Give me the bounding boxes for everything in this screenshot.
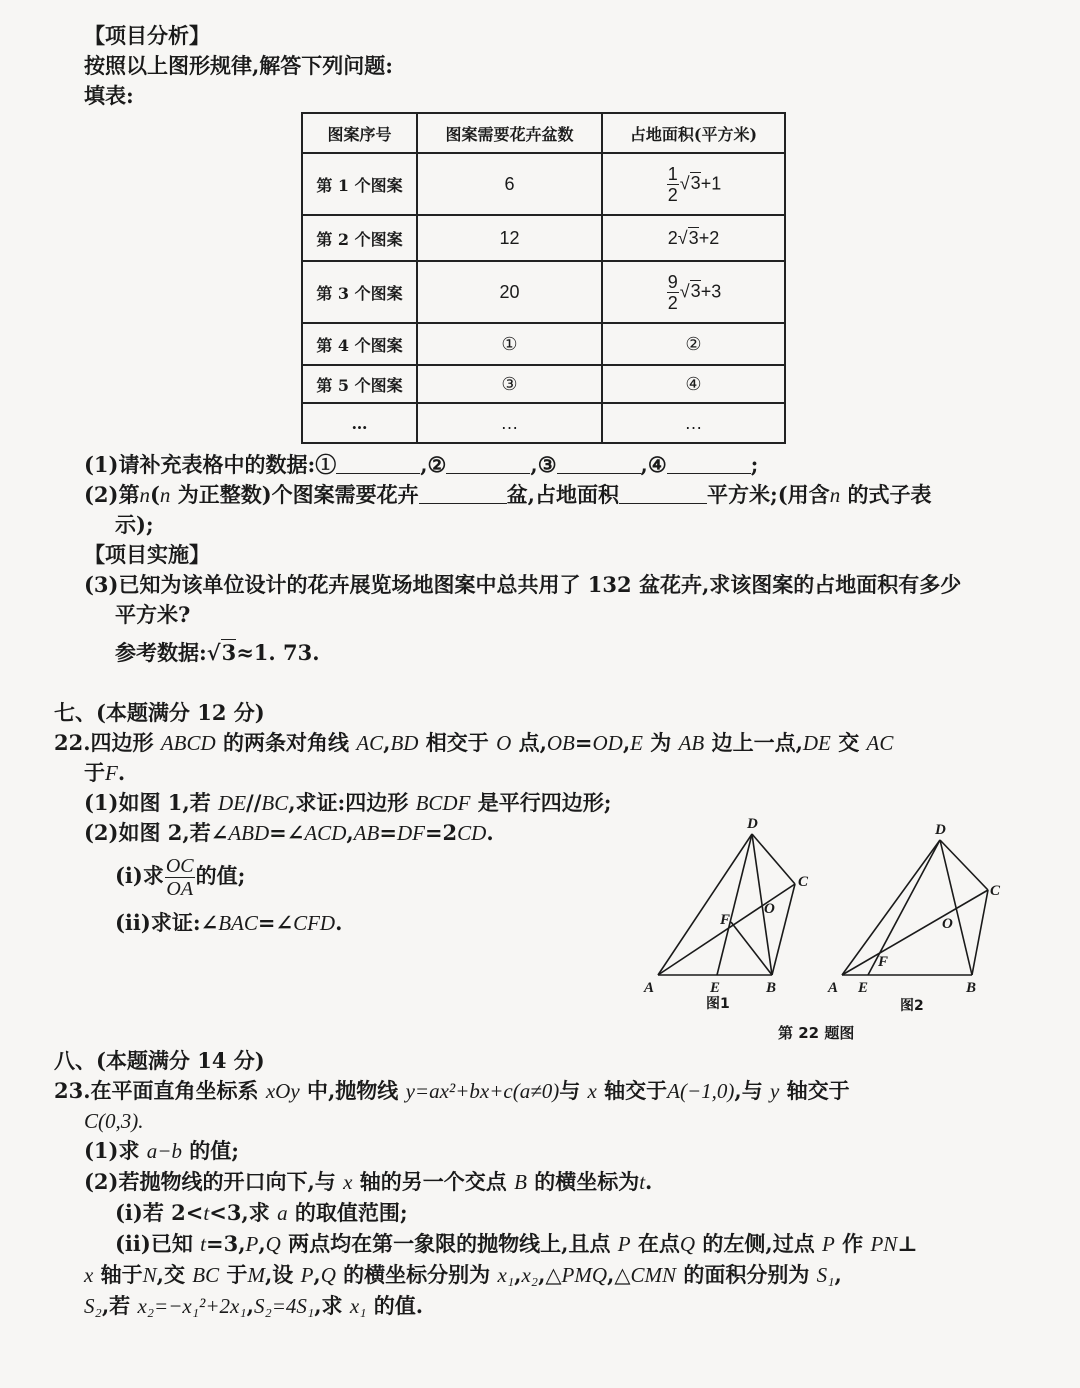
answer-blank[interactable] bbox=[667, 453, 751, 474]
label-a: A bbox=[828, 980, 839, 996]
label-f: F bbox=[878, 954, 889, 970]
problem-22-item-i: (ⅰ)求 $\frac{OC}{OA}$ 的值; bbox=[115, 855, 246, 900]
problem-22-line2: 于F. bbox=[84, 760, 126, 785]
problem-22-line1: 22.四边形 ABCD 的两条对角线 AC,BD 相交于 O 点,OB=OD,E 为 AB 边上一点,DE 交 AC bbox=[54, 730, 894, 755]
problem-23-line2: C(0,3). bbox=[84, 1109, 144, 1133]
row-area: $\frac{9}{2}$ √3+3 bbox=[602, 261, 785, 323]
figure-1 bbox=[640, 812, 820, 1012]
label-d: D bbox=[935, 822, 946, 838]
label-f: F bbox=[720, 912, 731, 928]
row-area: 2√3+2 bbox=[602, 215, 785, 261]
answer-blank[interactable] bbox=[419, 483, 507, 504]
label-o: O bbox=[764, 901, 775, 917]
segment-de bbox=[717, 834, 752, 975]
segment-dc bbox=[940, 840, 988, 890]
row-label: 第 2 个图案 bbox=[302, 215, 417, 261]
label-b: B bbox=[966, 980, 977, 996]
label-e: E bbox=[858, 980, 869, 996]
figure-title: 第 22 题图 bbox=[778, 1024, 855, 1042]
section-7-heading: 七、(本题满分 12 分) bbox=[54, 700, 265, 725]
row-count: 20 bbox=[417, 261, 602, 323]
question-3: (3)已知为该单位设计的花卉展览场地图案中总共用了 132 盆花卉,求该图案的占地面积有多少 bbox=[84, 572, 962, 597]
row-label: 第 4 个图案 bbox=[302, 323, 417, 365]
problem-22-sub2: (2)如图 2,若∠ABD=∠ACD,AB=DF=2CD. bbox=[84, 820, 494, 845]
figure-2 bbox=[820, 818, 1010, 1018]
question-1: (1)请补充表格中的数据:① ,② ,③ ,④ ; bbox=[84, 452, 759, 477]
segment-db bbox=[940, 840, 972, 975]
problem-23-line1: 23.在平面直角坐标系 xOy 中,抛物线 y=ax²+bx+c(a≠0)与 x 轴交于A(−1,0),与 y 轴交于 bbox=[54, 1078, 850, 1103]
row-area: $\frac{1}{2}$ √3+1 bbox=[602, 153, 785, 215]
table-row bbox=[302, 215, 785, 261]
row-count: ③ bbox=[417, 365, 602, 403]
row-count: 12 bbox=[417, 215, 602, 261]
problem-23-sub2: (2)若抛物线的开口向下,与 x 轴的另一个交点 B 的横坐标为t. bbox=[84, 1169, 653, 1194]
row-count: … bbox=[417, 403, 602, 443]
section-analysis-heading: 【项目分析】 bbox=[84, 23, 210, 48]
segment-ac bbox=[658, 884, 795, 975]
row-label: 第 5 个图案 bbox=[302, 365, 417, 403]
question-3-line2: 平方米? bbox=[115, 602, 191, 627]
label-d: D bbox=[747, 816, 758, 832]
row-area: ④ bbox=[602, 365, 785, 403]
row-area: … bbox=[602, 403, 785, 443]
label-a: A bbox=[644, 980, 655, 996]
segment-ac bbox=[842, 890, 988, 975]
row-label: 第 1 个图案 bbox=[302, 153, 417, 215]
reference-data: 参考数据:√3≈1. 73. bbox=[115, 640, 320, 665]
table-row bbox=[302, 403, 785, 443]
figure-2-caption: 图2 bbox=[900, 998, 924, 1014]
answer-blank[interactable] bbox=[557, 453, 641, 474]
question-2: (2)第n(n 为正整数)个图案需要花卉 盆,占地面积 平方米;(用含n 的式子表 bbox=[84, 482, 932, 507]
answer-blank[interactable] bbox=[336, 453, 420, 474]
section-impl-heading: 【项目实施】 bbox=[84, 542, 210, 567]
problem-23-item-ii: (ⅱ)已知 t=3,P,Q 两点均在第一象限的抛物线上,且点 P 在点Q 的左侧,过点 P 作 PN⊥ bbox=[115, 1231, 918, 1256]
fill-table-label: 填表: bbox=[84, 83, 134, 108]
row-count: 6 bbox=[417, 153, 602, 215]
label-b: B bbox=[766, 980, 777, 996]
table-row bbox=[302, 261, 785, 323]
problem-22-item-ii: (ⅱ)求证:∠BAC=∠CFD. bbox=[115, 910, 343, 935]
table-header: 图案需要花卉盆数 bbox=[417, 113, 602, 153]
pattern-table bbox=[301, 112, 786, 444]
answer-blank[interactable] bbox=[446, 453, 530, 474]
row-label: 第 3 个图案 bbox=[302, 261, 417, 323]
intro-text: 按照以上图形规律,解答下列问题: bbox=[84, 53, 394, 78]
problem-23-item-ii-line3: S₂,若 x₂=−x₁²+2x₁,S₂=4S₁,求 x₁ 的值. bbox=[84, 1293, 424, 1318]
problem-23-sub1: (1)求 a−b 的值; bbox=[84, 1138, 240, 1163]
problem-23-item-ii-line2: x 轴于N,交 BC 于M,设 P,Q 的横坐标分别为 x₁,x₂,△PMQ,△CMN 的面积分别为 S₁, bbox=[84, 1262, 842, 1287]
segment-ad bbox=[842, 840, 940, 975]
table-header: 占地面积(平方米) bbox=[602, 113, 785, 153]
table-row bbox=[302, 365, 785, 403]
label-e: E bbox=[710, 980, 721, 996]
label-o: O bbox=[942, 916, 953, 932]
problem-22-sub1: (1)如图 1,若 DE//BC,求证:四边形 BCDF 是平行四边形; bbox=[84, 790, 612, 815]
question-2-line2: 示); bbox=[115, 512, 154, 537]
figure-1-caption: 图1 bbox=[706, 996, 730, 1012]
table-row bbox=[302, 153, 785, 215]
row-label: … bbox=[302, 403, 417, 443]
row-count: ① bbox=[417, 323, 602, 365]
label-c: C bbox=[798, 874, 809, 890]
label-c: C bbox=[990, 883, 1001, 899]
table-row bbox=[302, 323, 785, 365]
segment-cb bbox=[972, 890, 988, 975]
row-area: ② bbox=[602, 323, 785, 365]
table-header: 图案序号 bbox=[302, 113, 417, 153]
answer-blank[interactable] bbox=[619, 483, 707, 504]
segment-ad bbox=[658, 834, 752, 975]
problem-23-item-i: (ⅰ)若 2<t<3,求 a 的取值范围; bbox=[115, 1200, 408, 1225]
section-8-heading: 八、(本题满分 14 分) bbox=[54, 1048, 265, 1073]
